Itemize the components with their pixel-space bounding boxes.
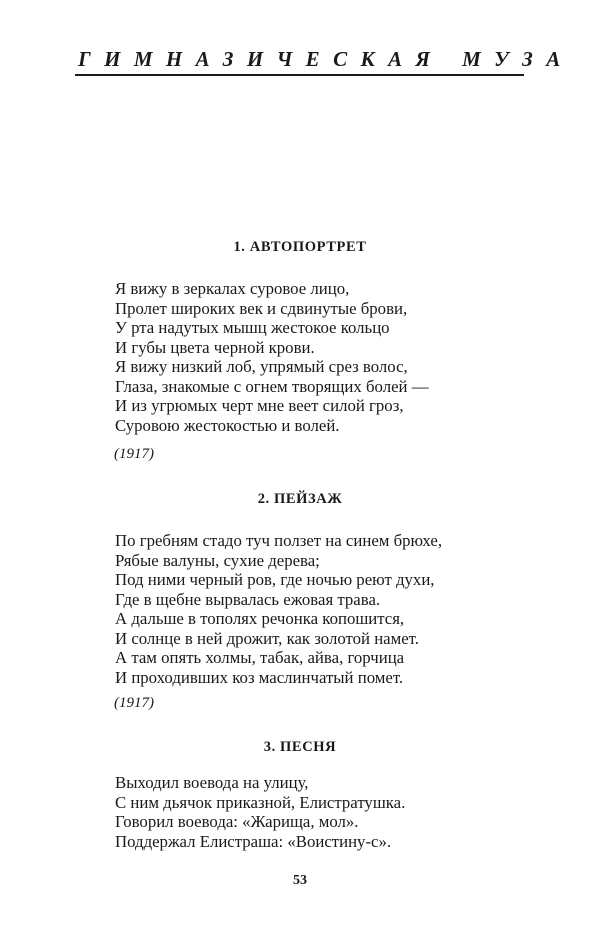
poem-line: И из угрюмых черт мне веет силой гроз,	[115, 396, 404, 415]
poem-line: И проходивших коз маслинчатый помет.	[115, 667, 404, 687]
poem-line: Под ними черный ров, где ночью реют духи,	[115, 570, 435, 589]
poem-line: А там опять холмы, табак, айва, горчица	[115, 648, 405, 667]
poem-line: И солнце в ней дрожит, как золотой намет.	[115, 628, 419, 648]
poem-line: Суровою жестокостью и волей.	[115, 415, 340, 435]
poem-line: А дальше в тополях речонка копошится,	[115, 609, 405, 628]
poem-text-landscape	[115, 531, 442, 687]
poem-text-song	[115, 773, 405, 851]
poem-line: Пролет широких век и сдвинутые брови,	[115, 298, 408, 318]
poem-text-autoportrait	[115, 279, 428, 435]
header-rule	[75, 74, 524, 76]
poem-line: У рта надутых мышц жестокое кольцо	[115, 318, 390, 337]
poem-title-landscape: 2. ПЕЙЗАЖ	[257, 491, 343, 507]
poem-line: И губы цвета черной крови.	[115, 337, 315, 357]
poem-date-landscape: (1917)	[114, 695, 154, 711]
poem-line: С ним дьячок приказной, Елистратушка.	[115, 792, 406, 812]
poem-line: Рябые валуны, сухие дерева;	[115, 550, 320, 570]
poem-line: Я вижу в зеркалах суровое лицо,	[115, 279, 350, 298]
poem-line: Глаза, знакомые с огнем творящих болей —	[115, 376, 429, 396]
poem-line: Говорил воевода: «Жарища, мол».	[115, 812, 359, 831]
poem-line: Поддержал Елистраша: «Воистину-с».	[115, 831, 392, 851]
running-head: ГИМНАЗИЧЕСКАЯ МУЗА	[78, 47, 574, 71]
poem-line: Выходил воевода на улицу,	[115, 773, 309, 792]
poem-date-autoportrait: (1917)	[114, 446, 154, 462]
poem-title-autoportrait: 1. АВТОПОРТРЕТ	[233, 239, 367, 255]
page-number: 53	[293, 873, 307, 888]
poem-line: По гребням стадо туч ползет на синем брюхе,	[115, 531, 443, 550]
poem-title-song: 3. ПЕСНЯ	[263, 739, 337, 755]
poem-line: Где в щебне вырвалась ежовая трава.	[115, 589, 381, 609]
poem-line: Я вижу низкий лоб, упрямый срез волос,	[115, 357, 408, 376]
